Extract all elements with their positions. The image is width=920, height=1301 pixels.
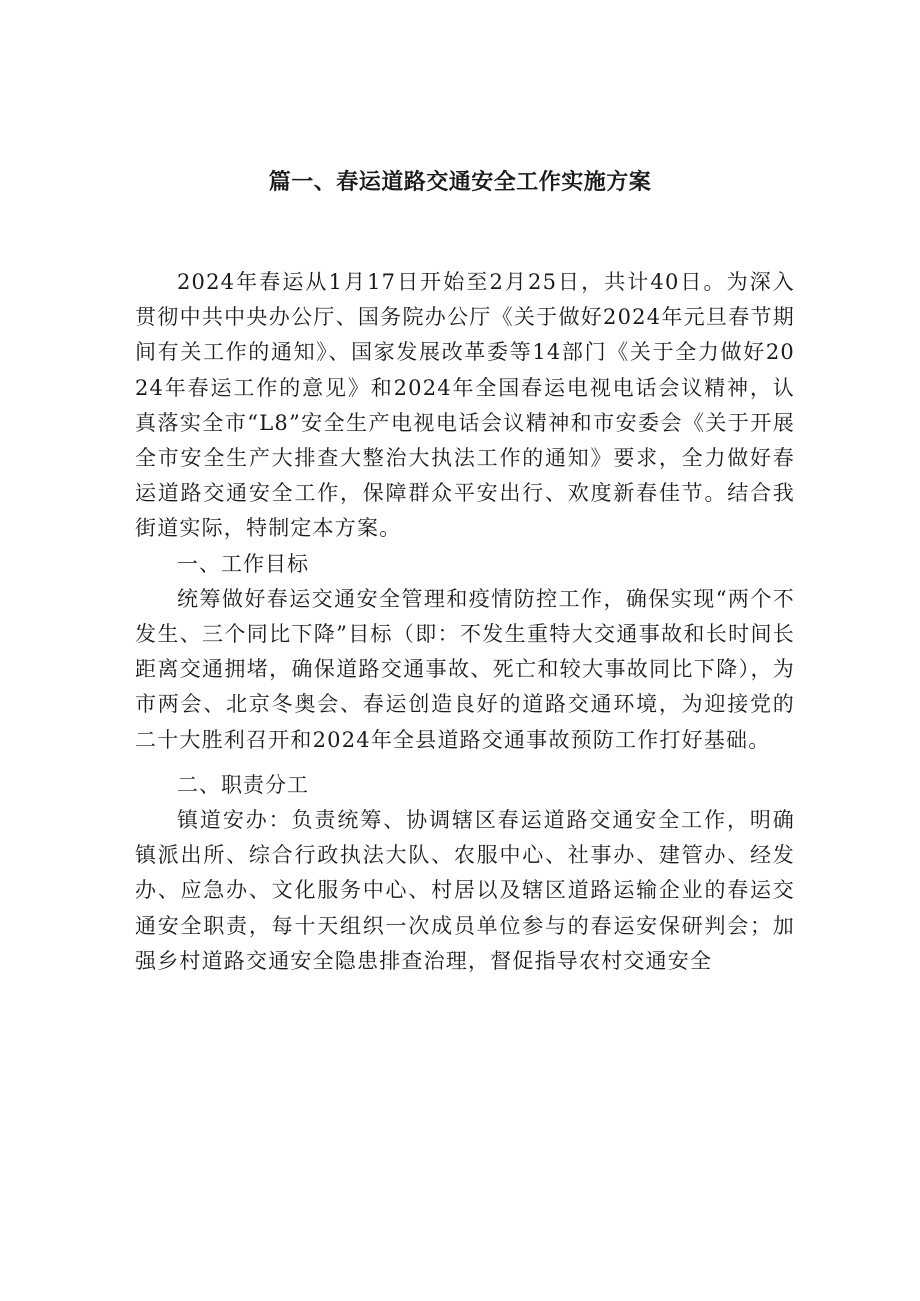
duties-paragraph: 镇道安办：负责统筹、协调辖区春运道路交通安全工作，明确镇派出所、综合行政执法大队、农服中心、社事办、建管办、经发办、应急办、文化服务中心、村居以及辖区道路运输企业的春运交通安全职责，每十天组织一次成员单位参与的春运安保研判会；加强乡村道路交通安全隐患排查治理，督促指导农村交通安全: [135, 808, 795, 973]
goals-paragraph: 统筹做好春运交通安全管理和疫情防控工作，确保实现“两个不发生、三个同比下降”目标（即：不发生重特大交通事故和长时间长距离交通拥堵，确保道路交通事故、死亡和较大事故同比下降），为市两会、北京冬奥会、春运创造良好的道路交通环境，为迎接党的二十大胜利召开和2024年全县道路交通事故预防工作打好基础。: [135, 586, 795, 752]
document-body: [135, 265, 795, 979]
intro-paragraph: 2024年春运从1月17日开始至2月25日，共计40日。为深入贯彻中共中央办公厅、国务院办公厅《关于做好2024年元旦春节期间有关工作的通知》、国家发展改革委等14部门《关于全力做好2024年春运工作的意见》和2024年全国春运电视电话会议精神，认真落实全市“L8”安全生产电视电话会议精神和市安委会《关于开展全市安全生产大排查大整治大执法工作的通知》要求，全力做好春运道路交通安全工作，保障群众平安出行、欢度新春佳节。结合我街道实际，特制定本方案。: [135, 270, 795, 541]
section-heading-goals: 一、工作目标: [177, 551, 309, 576]
document-title: 篇一、春运道路交通安全工作实施方案: [268, 170, 652, 195]
section-heading-duties: 二、职责分工: [177, 772, 309, 797]
